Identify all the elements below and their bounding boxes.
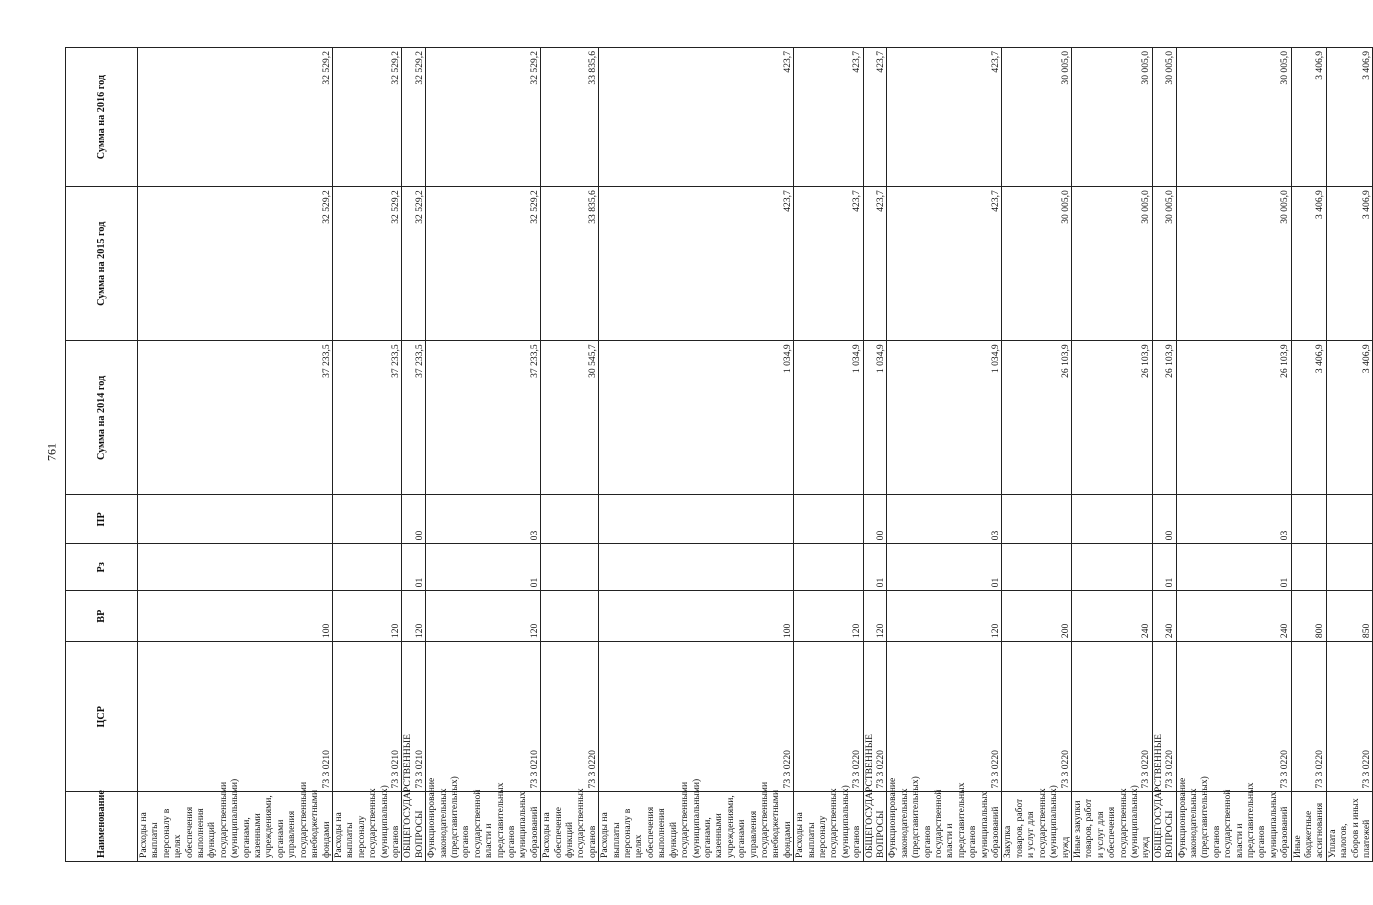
cell-rz [1002, 544, 1071, 591]
table-row [887, 48, 1002, 862]
cell-sum-2015: 423,7 [887, 187, 1002, 341]
cell-pr [1291, 495, 1326, 544]
table-row [332, 48, 401, 862]
cell-pr: 03 [887, 495, 1002, 544]
header-pr: ПР [66, 495, 138, 544]
table-row [1176, 48, 1291, 862]
table-row [402, 48, 426, 862]
cell-vr [541, 591, 599, 642]
table-row [1291, 48, 1326, 862]
cell-csr: 73 3 0220 [1002, 642, 1071, 792]
budget-table [65, 47, 1373, 862]
table-row [794, 48, 863, 862]
cell-sum-2015: 32 529,2 [138, 187, 333, 341]
cell-sum-2014: 37 233,5 [426, 341, 541, 495]
cell-rz [1071, 544, 1152, 591]
cell-rz: 01 [887, 544, 1002, 591]
table-row [863, 48, 887, 862]
cell-pr [1326, 495, 1373, 544]
table-body [138, 48, 1373, 862]
cell-vr: 100 [138, 591, 333, 642]
cell-csr: 73 3 0210 [402, 642, 426, 792]
budget-table-container [65, 47, 1373, 862]
cell-rz: 01 [426, 544, 541, 591]
header-csr: ЦСР [66, 642, 138, 792]
cell-sum-2016: 3 406,9 [1326, 48, 1373, 187]
cell-sum-2015: 423,7 [794, 187, 863, 341]
cell-sum-2016: 30 005,0 [1002, 48, 1071, 187]
cell-sum-2015: 32 529,2 [332, 187, 401, 341]
cell-sum-2015: 423,7 [863, 187, 887, 341]
cell-sum-2015: 30 005,0 [1071, 187, 1152, 341]
header-sum-2014: Сумма на 2014 год [66, 341, 138, 495]
cell-rz [332, 544, 401, 591]
cell-vr: 100 [599, 591, 794, 642]
cell-csr: 73 3 0220 [863, 642, 887, 792]
cell-rz [138, 544, 333, 591]
cell-rz [599, 544, 794, 591]
cell-rz: 01 [1152, 544, 1176, 591]
cell-csr: 73 3 0220 [1326, 642, 1373, 792]
cell-sum-2015: 30 005,0 [1152, 187, 1176, 341]
cell-sum-2016: 30 005,0 [1071, 48, 1152, 187]
cell-vr: 120 [794, 591, 863, 642]
table-row [599, 48, 794, 862]
cell-sum-2015: 30 005,0 [1176, 187, 1291, 341]
cell-pr: 03 [426, 495, 541, 544]
cell-sum-2015: 32 529,2 [402, 187, 426, 341]
cell-pr [1071, 495, 1152, 544]
cell-sum-2015: 33 835,6 [541, 187, 599, 341]
cell-sum-2015: 30 005,0 [1002, 187, 1071, 341]
page-number: 761 [44, 443, 59, 461]
cell-sum-2014: 26 103,9 [1002, 341, 1071, 495]
cell-rz [1326, 544, 1373, 591]
cell-sum-2016: 30 005,0 [1176, 48, 1291, 187]
table-row [138, 48, 333, 862]
cell-sum-2014: 30 545,7 [541, 341, 599, 495]
cell-csr: 73 3 0210 [332, 642, 401, 792]
cell-name: Функционирование законодательных (представительных) органов государственной власти и представительных органов муниципальных образований [887, 792, 1002, 862]
cell-pr: 00 [1152, 495, 1176, 544]
cell-vr: 240 [1152, 591, 1176, 642]
cell-csr: 73 3 0210 [426, 642, 541, 792]
header-row [66, 48, 138, 862]
cell-sum-2014: 3 406,9 [1326, 341, 1373, 495]
cell-sum-2016: 423,7 [794, 48, 863, 187]
table-row [1152, 48, 1176, 862]
cell-sum-2014: 1 034,9 [887, 341, 1002, 495]
cell-rz [794, 544, 863, 591]
cell-sum-2014: 26 103,9 [1071, 341, 1152, 495]
cell-csr: 73 3 0220 [887, 642, 1002, 792]
cell-name: Расходы на выплаты персоналу в целях обеспечения выполнения функций государственными (муниципальными) органами, казенными учреждениями, органами управления государственными внебюджетными фондами [138, 792, 333, 862]
cell-name: Расходы на выплаты персоналу государственных (муниципальных) органов [794, 792, 863, 862]
cell-vr: 800 [1291, 591, 1326, 642]
cell-pr: 00 [402, 495, 426, 544]
cell-name: Закупка товаров, работ и услуг для государственных (муниципальных) нужд [1002, 792, 1071, 862]
cell-sum-2016: 3 406,9 [1291, 48, 1326, 187]
cell-name: Расходы на обеспечение функций государственных органов [541, 792, 599, 862]
cell-vr: 120 [863, 591, 887, 642]
table-row [541, 48, 599, 862]
cell-csr: 73 3 0220 [541, 642, 599, 792]
header-name: Наименование [66, 792, 138, 862]
cell-vr: 120 [887, 591, 1002, 642]
cell-csr: 73 3 0220 [1071, 642, 1152, 792]
cell-csr: 73 3 0220 [1152, 642, 1176, 792]
cell-csr: 73 3 0220 [599, 642, 794, 792]
cell-sum-2015: 3 406,9 [1291, 187, 1326, 341]
cell-sum-2014: 37 233,5 [332, 341, 401, 495]
cell-pr [332, 495, 401, 544]
table-row [1326, 48, 1373, 862]
cell-name: Иные бюджетные ассигнования [1291, 792, 1326, 862]
cell-sum-2014: 3 406,9 [1291, 341, 1326, 495]
cell-rz [1291, 544, 1326, 591]
cell-sum-2014: 1 034,9 [794, 341, 863, 495]
cell-csr: 73 3 0210 [138, 642, 333, 792]
cell-sum-2015: 3 406,9 [1326, 187, 1373, 341]
cell-csr: 73 3 0220 [794, 642, 863, 792]
cell-name: ОБЩЕГОСУДАРСТВЕННЫЕ ВОПРОСЫ [863, 792, 887, 862]
cell-sum-2016: 423,7 [599, 48, 794, 187]
cell-rz: 01 [863, 544, 887, 591]
table-row [426, 48, 541, 862]
cell-name: ОБЩЕГОСУДАРСТВЕННЫЕ ВОПРОСЫ [402, 792, 426, 862]
cell-sum-2014: 26 103,9 [1152, 341, 1176, 495]
cell-vr: 120 [426, 591, 541, 642]
cell-sum-2016: 32 529,2 [426, 48, 541, 187]
cell-rz [541, 544, 599, 591]
cell-sum-2016: 32 529,2 [402, 48, 426, 187]
cell-name: Иные закупки товаров, работ и услуг для обеспечения государственных (муниципальных) нужд [1071, 792, 1152, 862]
cell-rz: 01 [402, 544, 426, 591]
cell-sum-2014: 1 034,9 [599, 341, 794, 495]
cell-sum-2014: 37 233,5 [138, 341, 333, 495]
cell-csr: 73 3 0220 [1176, 642, 1291, 792]
cell-vr: 200 [1002, 591, 1071, 642]
cell-name: Функционирование законодательных (представительных) органов государственной власти и представительных органов муниципальных образований [426, 792, 541, 862]
cell-vr: 240 [1176, 591, 1291, 642]
cell-pr [541, 495, 599, 544]
cell-sum-2015: 32 529,2 [426, 187, 541, 341]
header-sum-2015: Сумма на 2015 год [66, 187, 138, 341]
cell-name: Расходы на выплаты персоналу в целях обеспечения выполнения функций государственными (муниципальными) органами, казенными учреждениями, органами управления государственными внебюджетными фондами [599, 792, 794, 862]
table-row [1071, 48, 1152, 862]
cell-csr: 73 3 0220 [1291, 642, 1326, 792]
cell-vr: 120 [402, 591, 426, 642]
cell-pr: 00 [863, 495, 887, 544]
cell-sum-2016: 423,7 [887, 48, 1002, 187]
table-row [1002, 48, 1071, 862]
cell-sum-2016: 30 005,0 [1152, 48, 1176, 187]
cell-sum-2015: 423,7 [599, 187, 794, 341]
cell-sum-2014: 1 034,9 [863, 341, 887, 495]
cell-sum-2014: 37 233,5 [402, 341, 426, 495]
cell-name: Расходы на выплаты персоналу государственных (муниципальных) органов [332, 792, 401, 862]
cell-sum-2016: 423,7 [863, 48, 887, 187]
cell-sum-2016: 32 529,2 [138, 48, 333, 187]
cell-sum-2016: 32 529,2 [332, 48, 401, 187]
header-rz: Рз [66, 544, 138, 591]
cell-pr: 03 [1176, 495, 1291, 544]
cell-name: Функционирование законодательных (представительных) органов государственной власти и представительных органов муниципальных образований [1176, 792, 1291, 862]
cell-name: ОБЩЕГОСУДАРСТВЕННЫЕ ВОПРОСЫ [1152, 792, 1176, 862]
cell-vr: 240 [1071, 591, 1152, 642]
cell-rz: 01 [1176, 544, 1291, 591]
cell-sum-2014: 26 103,9 [1176, 341, 1291, 495]
cell-name: Уплата налогов, сборов и иных платежей [1326, 792, 1373, 862]
cell-pr [1002, 495, 1071, 544]
cell-sum-2016: 33 835,6 [541, 48, 599, 187]
header-vr: ВР [66, 591, 138, 642]
cell-vr: 850 [1326, 591, 1373, 642]
cell-vr: 120 [332, 591, 401, 642]
cell-pr [138, 495, 333, 544]
cell-pr [599, 495, 794, 544]
cell-pr [794, 495, 863, 544]
header-sum-2016: Сумма на 2016 год [66, 48, 138, 187]
